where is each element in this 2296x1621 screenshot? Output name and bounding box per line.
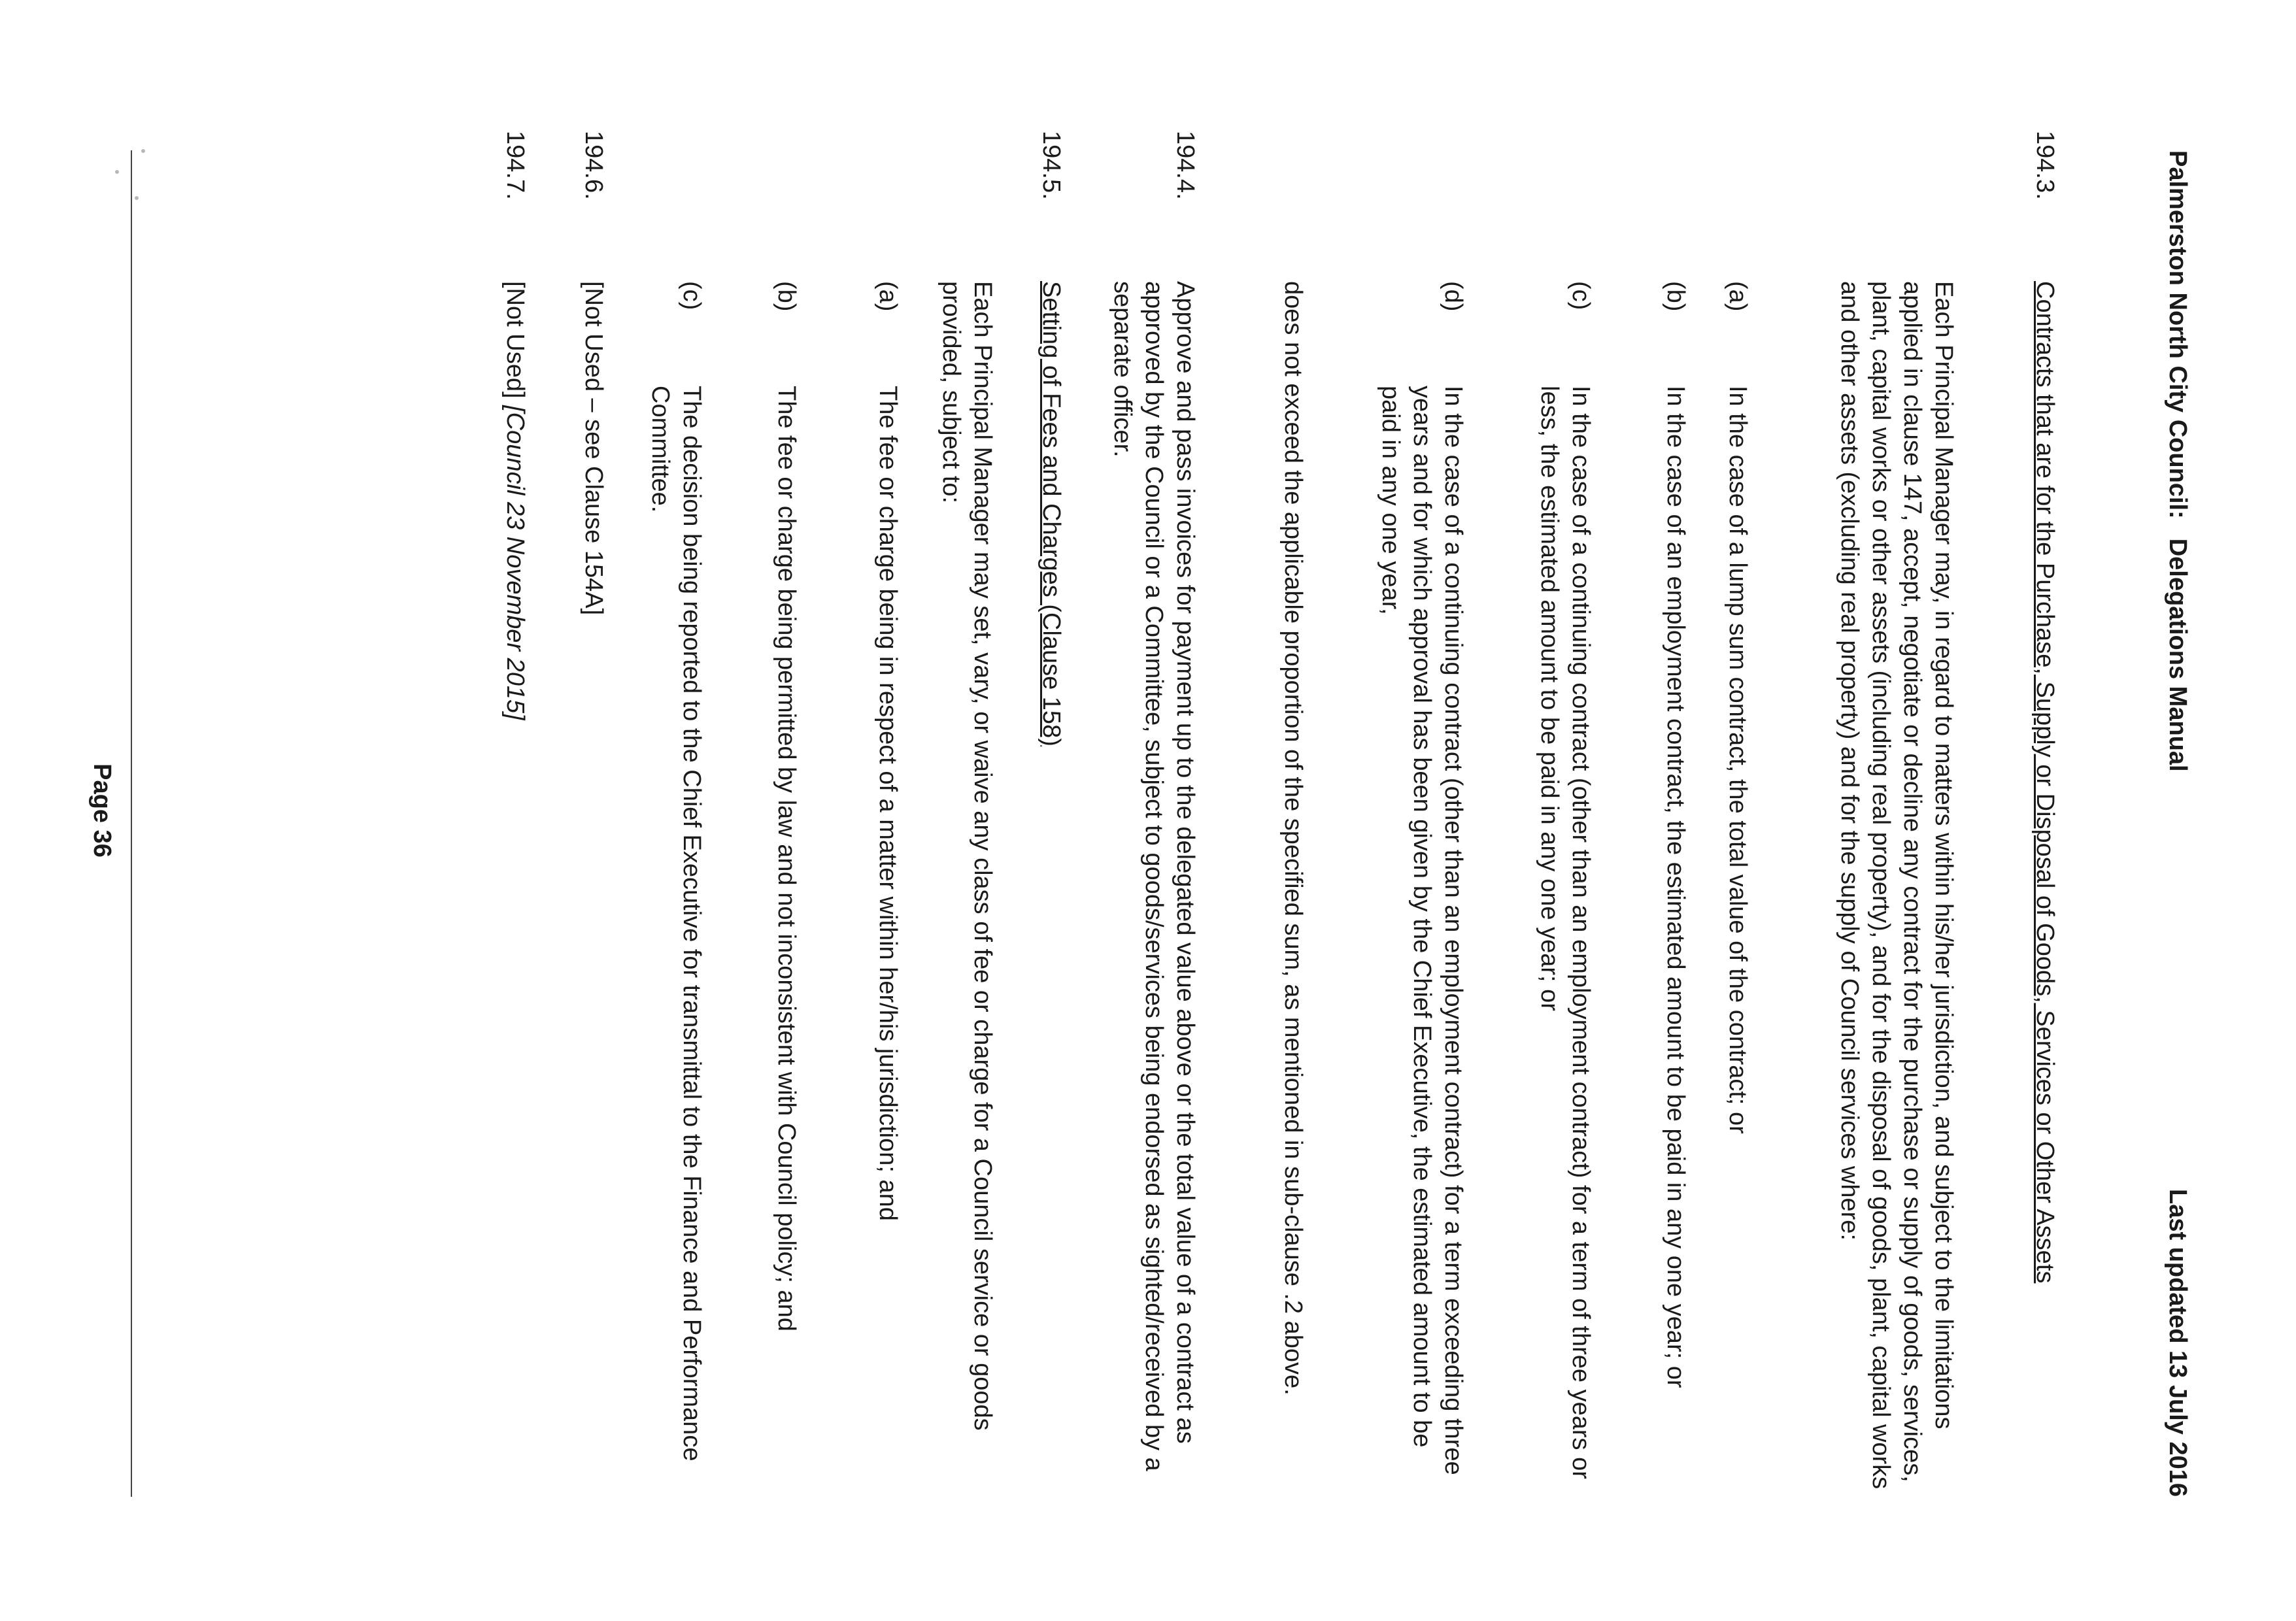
section-number: 194.7.	[501, 131, 529, 200]
scan-speck	[135, 196, 139, 200]
list-text: In the case of a continuing contract (other than an employment contract) for a term exceeding three years and for which approval has been given by the Chief Executive, the estimated amount to be paid in any one year,	[1377, 386, 1467, 1475]
amendment-note: [Council 23 November 2015]	[501, 405, 529, 720]
section-number: 194.6.	[580, 131, 607, 200]
list-text: The fee or charge being in respect of a matter within her/his jurisdiction; and	[874, 386, 902, 1221]
paragraph: does not exceed the applicable proportion of the specified sum, as mentioned in sub-clause .2 above.	[1279, 281, 1307, 1395]
paragraph: Each Principal Manager may, in regard to matters within his/her jurisdiction, and subject to the limitations applied in clause 147, accept, negotiate or decline any contract for the purchase or supply of goods, services, plant, capital works or other assets (including real property), and for the disposal of goods, plant, capital works and other assets (excluding real property) and for the supply of Council services where:	[1836, 281, 1957, 1490]
list-marker: (c)	[1567, 281, 1595, 310]
list-text: In the case of an employment contract, the estimated amount to be paid in any one year; or	[1662, 386, 1689, 1388]
paragraph: Approve and pass invoices for payment up to the delegated value above or the total value of a contract as approved by the Council or a Committee, subject to goods/services being endorsed as sighted/received by a separate officer.	[1109, 281, 1199, 1471]
scan-speck	[141, 149, 145, 153]
header-title	[2163, 150, 2191, 772]
header-org: Palmerston North City Council:	[2164, 150, 2191, 519]
list-marker: (a)	[1724, 281, 1751, 312]
header-manual: Delegations Manual	[2164, 538, 2191, 772]
paragraph	[499, 281, 531, 1503]
list-text: The decision being reported to the Chief Executive for transmittal to the Finance and Performance Committee.	[647, 386, 705, 1462]
list-marker: (d)	[1440, 281, 1467, 312]
list-text: The fee or charge being permitted by law and not inconsistent with Council policy; and	[773, 386, 800, 1331]
section-number: 194.4.	[1172, 131, 1199, 200]
section-number: 194.3.	[2031, 131, 2059, 200]
paragraph: Each Principal Manager may set, vary, or waive any class of fee or charge for a Council service or goods provided, subject to:	[937, 281, 996, 1431]
header-updated: Last updated 13 July 2016	[2164, 1189, 2191, 1497]
list-text: In the case of a continuing contract (other than an employment contract) for a term of three years or less, the estimated amount to be paid in any one year; or	[1536, 386, 1595, 1479]
paragraph: [Not Used – see Clause 154A]	[580, 281, 607, 616]
list-text: In the case of a lump sum contract, the total value of the contract; or	[1724, 386, 1751, 1134]
page-header	[2163, 150, 2191, 1497]
scan-speck	[115, 170, 119, 174]
section-title: Setting of Fees and Charges (Clause 158)	[1038, 281, 1065, 746]
section-title: Contracts that are for the Purchase, Supply or Disposal of Goods, Services or Other Assets	[2031, 281, 2059, 1284]
list-marker: (b)	[773, 281, 800, 312]
not-used-text: [Not Used]	[501, 281, 529, 399]
list-marker: (a)	[874, 281, 902, 312]
footer-rule	[131, 150, 132, 1497]
list-marker: (c)	[678, 281, 705, 310]
list-marker: (b)	[1662, 281, 1689, 312]
section-number: 194.5.	[1038, 131, 1065, 200]
page-number: Page 36	[88, 763, 116, 858]
